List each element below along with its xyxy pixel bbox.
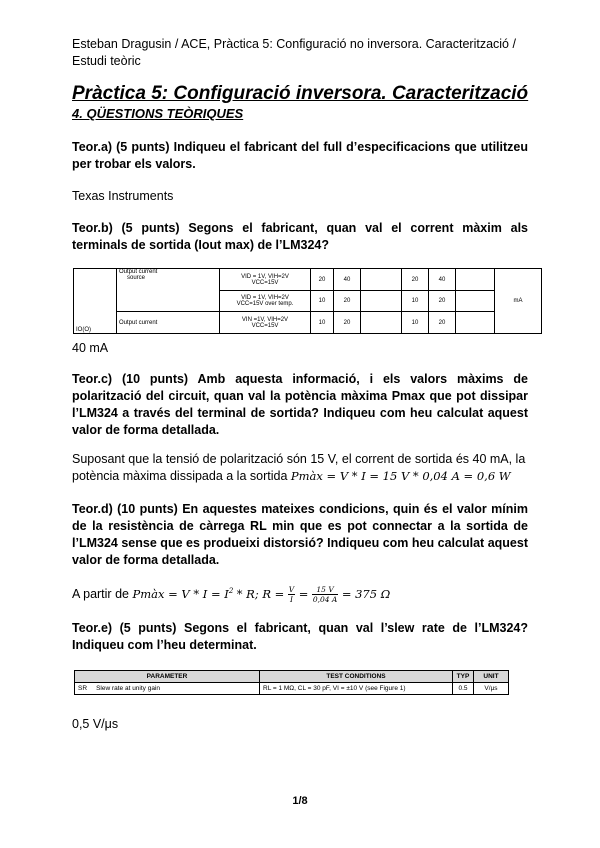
formula-part: = bbox=[298, 587, 309, 602]
value-cell: 20 bbox=[311, 269, 334, 291]
datasheet-slew-rate-table bbox=[74, 670, 509, 695]
param-cell: SR Slew rate at unity gain bbox=[75, 683, 260, 695]
unit-cell: V/μs bbox=[474, 683, 509, 695]
question-c: Teor.c) (10 punts) Amb aquesta informació, i els valors màxims de polarització del circuit, quan val la potència màxima Pmax que pot dissipar l’LM324 a través del terminal de sortida? Indiqueu com heu calculat aquest valor de forma detallada. bbox=[72, 372, 528, 437]
typ-cell: 0.5 bbox=[453, 683, 474, 695]
cond-cell: VIN =1V, VIH=2V VCC=15V bbox=[220, 312, 311, 334]
table-header: PARAMETER bbox=[75, 671, 260, 683]
value-cell: 20 bbox=[429, 291, 456, 312]
section-title: 4. QÜESTIONS TEÒRIQUES bbox=[72, 106, 244, 121]
page-number: 1/8 bbox=[292, 795, 308, 807]
fraction-values: $\frac{15 V}{0,04 A}$ bbox=[312, 585, 338, 605]
formula-part: * R; R = bbox=[236, 587, 285, 602]
value-cell: 10 bbox=[402, 312, 429, 334]
value-cell: 10 bbox=[311, 312, 334, 334]
answer-c bbox=[72, 451, 528, 485]
formula-part: Pmàx = V * I = I bbox=[132, 587, 229, 602]
value-cell: 20 bbox=[402, 269, 429, 291]
answer-e: 0,5 V/μs bbox=[72, 717, 119, 731]
param-cell: Output current source bbox=[117, 269, 220, 312]
question-e: Teor.e) (5 punts) Segons el fabricant, quan val l’slew rate de l’LM324? Indiqueu com l’heu determinat. bbox=[72, 621, 528, 652]
value-cell: 10 bbox=[311, 291, 334, 312]
formula-result: = 375 Ω bbox=[341, 587, 391, 602]
value-cell: 40 bbox=[429, 269, 456, 291]
question-d: Teor.d) (10 punts) En aquestes mateixes condicions, quin és el valor mínim de la resistència de càrrega RL min que es pot connectar a la sortida de l’LM324 sense que es produeixi distorsió? Indiqueu com heu calculat aquest valor de forma detallada. bbox=[72, 502, 528, 567]
table-header: TYP bbox=[453, 671, 474, 683]
cond-cell: VID = 1V, VIH=2V VCC=15V over temp. bbox=[220, 291, 311, 312]
table-header: UNIT bbox=[474, 671, 509, 683]
cond-cell: RL = 1 MΩ, CL = 30 pF, VI = ±10 V (see Figure 1) bbox=[260, 683, 453, 695]
question-b: Teor.b) (5 punts) Segons el fabricant, quan val el corrent màxim als terminals de sortida (Iout max) de l’LM324? bbox=[72, 221, 528, 252]
fraction-v-over-i: $\frac{V}{I}$ bbox=[288, 585, 295, 605]
table-header: TEST CONDITIONS bbox=[260, 671, 453, 683]
param-cell: Output current bbox=[117, 312, 220, 334]
answer-d bbox=[72, 580, 528, 605]
value-cell: 20 bbox=[334, 312, 361, 334]
unit-cell: mA bbox=[495, 269, 542, 334]
page-title: Pràctica 5: Configuració inversora. Caracterització bbox=[72, 83, 529, 104]
answer-b: 40 mA bbox=[72, 341, 109, 355]
value-cell: 20 bbox=[334, 291, 361, 312]
answer-c-text: Suposant que la tensió de polarització són 15 V, el corrent de sortida és 40 mA, la potència màxima dissipada a la sortida bbox=[72, 452, 526, 483]
question-a: Teor.a) (5 punts) Indiqueu el fabricant del full d’especificacions que utilitzeu per trobar els valors. bbox=[72, 140, 528, 171]
formula-exponent: 2 bbox=[228, 587, 234, 595]
symbol-cell: IO(O) bbox=[74, 269, 117, 334]
datasheet-output-current-table bbox=[73, 268, 542, 334]
value-cell: 10 bbox=[402, 291, 429, 312]
value-cell: 20 bbox=[429, 312, 456, 334]
answer-a: Texas Instruments bbox=[72, 189, 174, 203]
cond-cell: VID = 1V, VIH=2V VCC=15V bbox=[220, 269, 311, 291]
answer-c-formula: Pmàx = V * I = 15 V * 0,04 A = 0,6 W bbox=[290, 469, 511, 483]
value-cell: 40 bbox=[334, 269, 361, 291]
answer-d-prefix: A partir de bbox=[72, 587, 129, 602]
page-header: Esteban Dragusin / ACE, Pràctica 5: Configuració no inversora. Caracterització / Estudi teòric bbox=[72, 37, 516, 68]
